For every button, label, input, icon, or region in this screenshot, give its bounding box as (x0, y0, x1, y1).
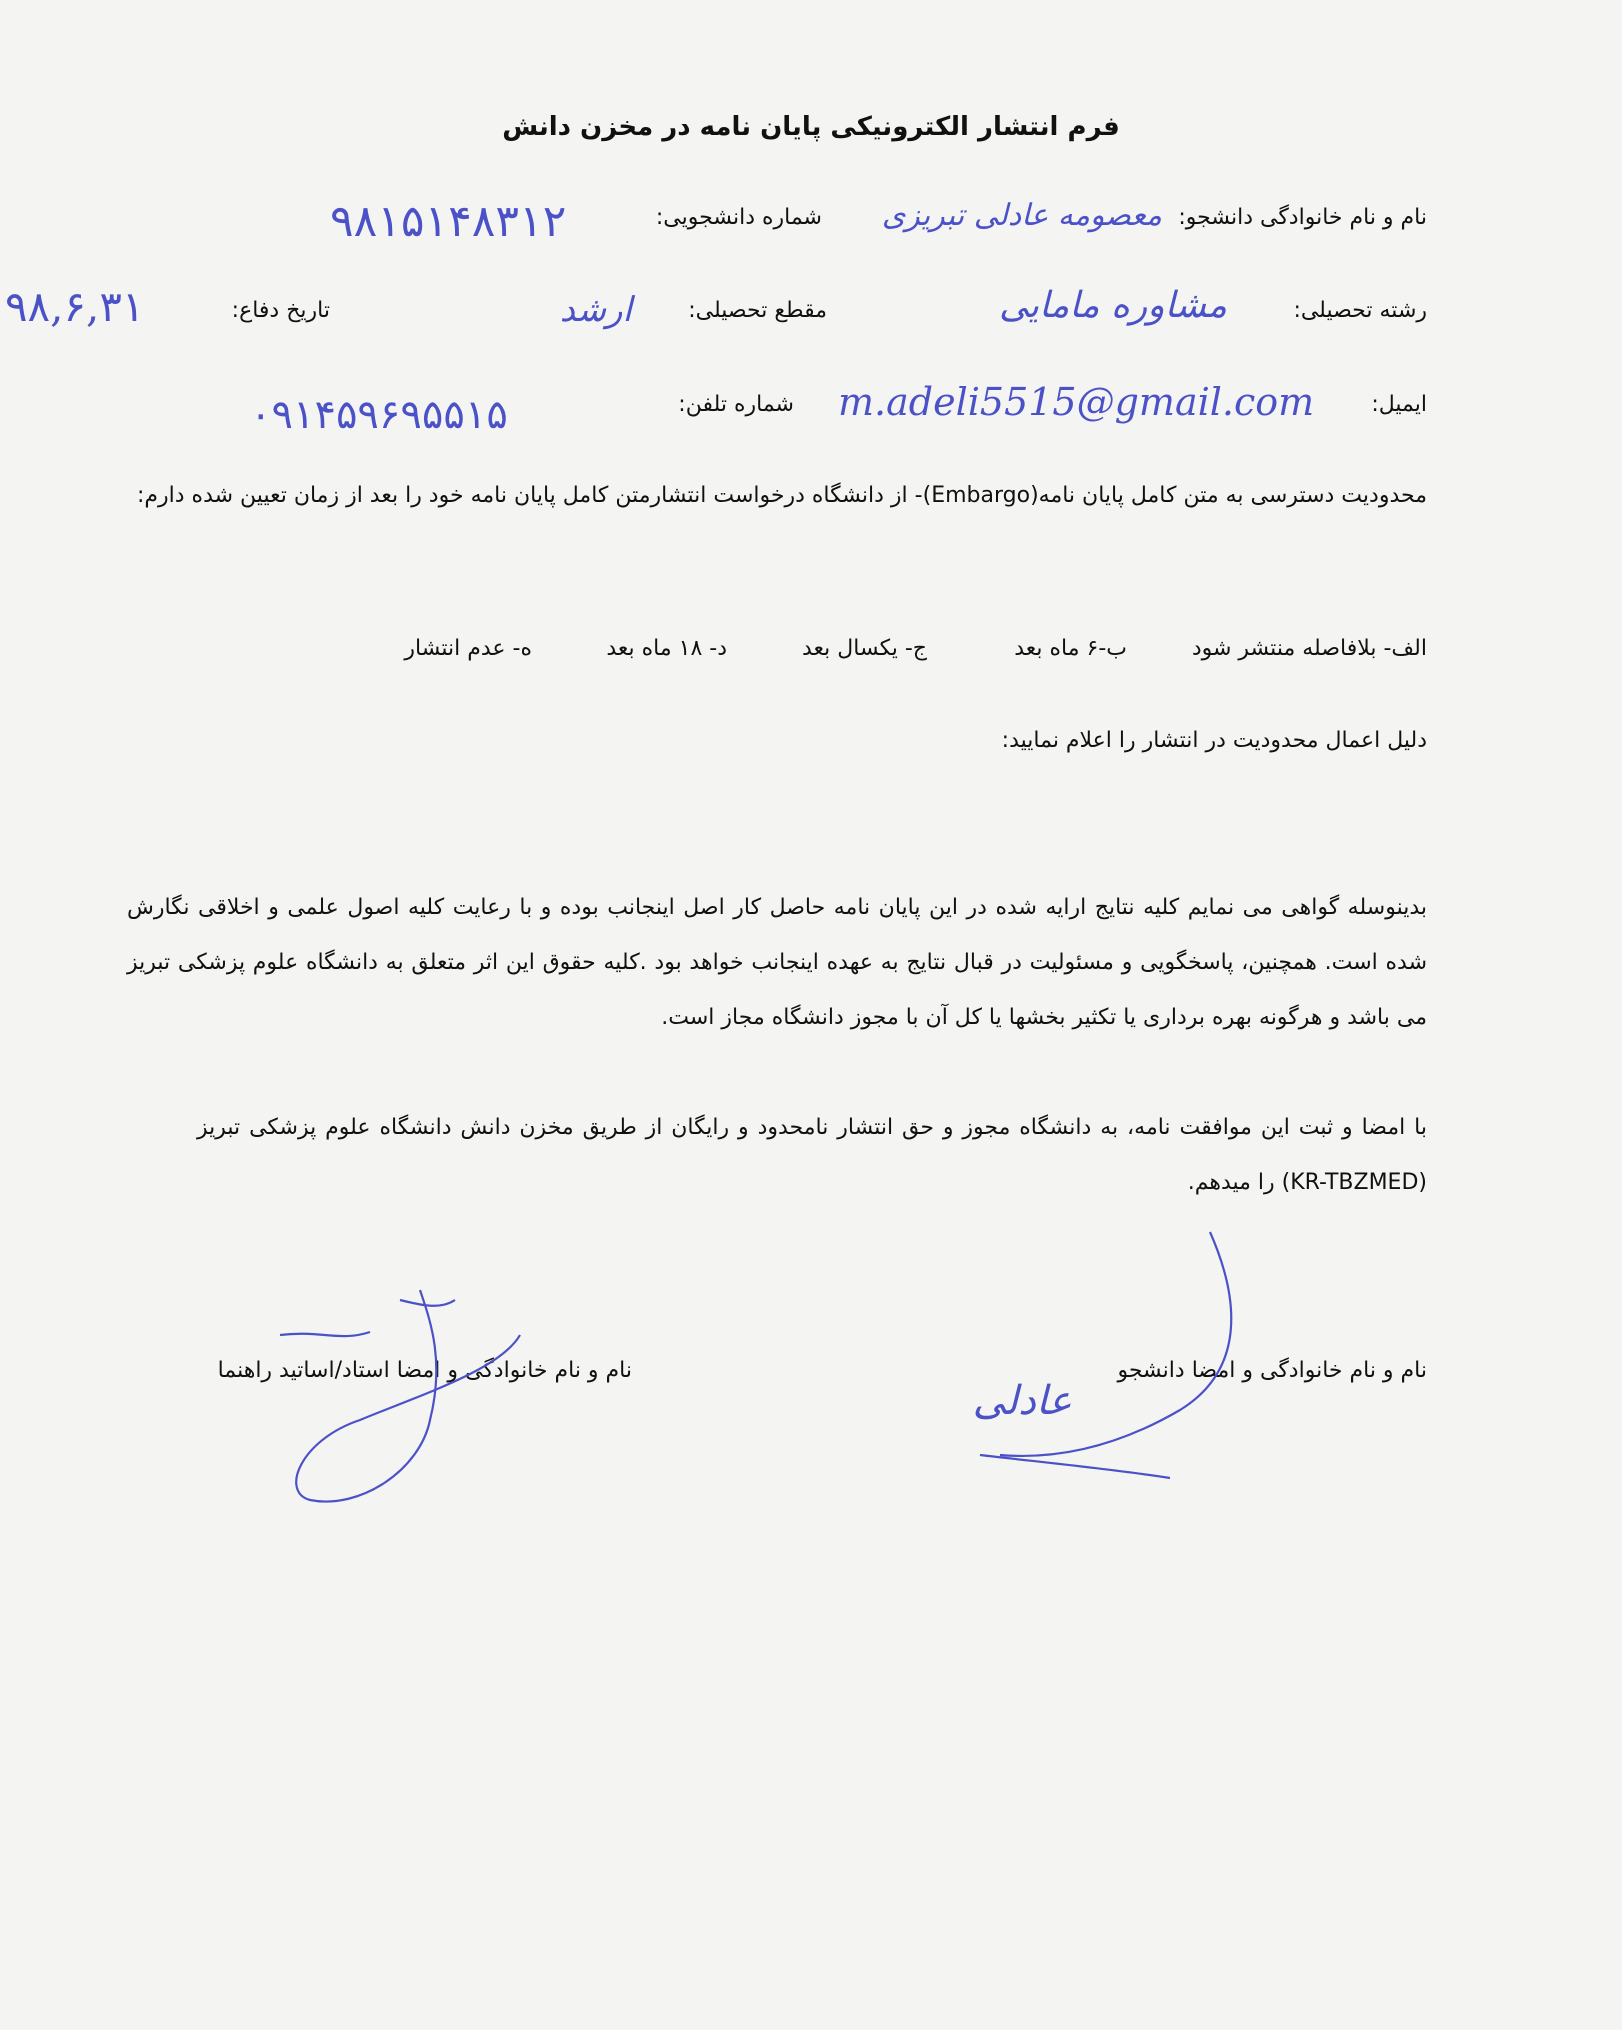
degree-value: ارشد (559, 290, 632, 330)
degree-label: مقطع تحصیلی: (688, 298, 827, 323)
student-handwritten-name: عادلی (972, 1378, 1072, 1424)
embargo-text: محدودیت دسترسی به متن کامل پایان نامه(Embargo)- از دانشگاه درخواست انتشارمتن کامل پایان نامه خود را بعد از زمان تعیین شده دارم: (137, 483, 1427, 508)
phone-value: ۰۹۱۴۵۹۶۹۵۵۱۵ (250, 392, 508, 438)
student-signature-stroke (980, 1232, 1231, 1478)
student-name-label: نام و نام خانوادگی دانشجو: (1178, 205, 1427, 230)
student-name-value: معصومه عادلی تبریزی (881, 198, 1162, 233)
student-signature-label: نام و نام خانوادگی و امضا دانشجو (1117, 1358, 1427, 1383)
embargo-option-1-year: ج- یکسال بعد (802, 636, 927, 661)
embargo-option-immediate: الف- بلافاصله منتشر شود (1191, 636, 1427, 661)
field-label: رشته تحصیلی: (1293, 298, 1427, 323)
embargo-option-no-publish: ه- عدم انتشار (404, 636, 532, 661)
email-value: m.adeli5515@gmail.com (838, 380, 1315, 424)
phone-label: شماره تلفن: (678, 392, 794, 417)
field-value: مشاوره مامایی (999, 285, 1227, 326)
email-label: ایمیل: (1371, 392, 1427, 417)
defense-date-label: تاریخ دفاع: (231, 298, 330, 323)
embargo-option-6-months: ب-۶ ماه بعد (1014, 636, 1127, 661)
supervisor-signature-stroke (280, 1290, 520, 1502)
supervisor-signature-label: نام و نام خانوادگی و امضا استاد/اساتید راهنما (217, 1358, 632, 1383)
consent-text: با امضا و ثبت این موافقت نامه، به دانشگاه مجوز و حق انتشار نامحدود و رایگان از طریق مخزن دانش دانشگاه علوم پزشکی تبریز (KR-TBZMED) را میدهم. (197, 1115, 1427, 1195)
form-title: فرم انتشار الکترونیکی پایان نامه در مخزن دانش (502, 112, 1120, 142)
student-id-value: ۹۸۱۵۱۴۸۳۱۲ (330, 196, 567, 247)
defense-date-value: ۹۸,۶,۳۱ (5, 282, 145, 331)
embargo-option-18-months: د- ۱۸ ماه بعد (606, 636, 727, 661)
declaration-text: بدینوسله گواهی می نمایم کلیه نتایج ارایه شده در این پایان نامه حاصل کار اصل اینجانب بوده و با رعایت کلیه اصول علمی و اخلاقی نگارش شده است. همچنین، پاسخگویی و مسئولیت در قبال نتایج به عهده اینجانب خواهد بود .کلیه حقوق این اثر متعلق به دانشگاه علوم پزشکی تبریز می باشد و هرگونه بهره برداری یا تکثیر بخشها یا کل آن با مجوز دانشگاه مجاز است. (127, 895, 1427, 1030)
student-id-label: شماره دانشجویی: (655, 205, 822, 230)
embargo-reason-label: دلیل اعمال محدودیت در انتشار را اعلام نمایید: (1001, 728, 1427, 753)
